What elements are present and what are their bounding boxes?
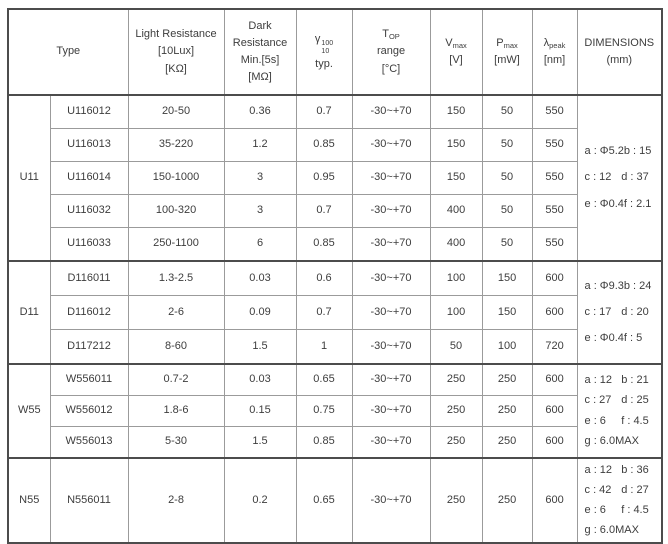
dark-resistance-cell: 0.09 [224, 296, 296, 330]
col-header-gamma: γ 100 10 typ. [296, 9, 352, 95]
lambda-peak-cell: 550 [532, 228, 577, 262]
pmax-cell: 250 [482, 427, 532, 459]
table-header-row [8, 9, 662, 95]
pmax-cell: 250 [482, 396, 532, 427]
dark-resistance-cell: 1.2 [224, 129, 296, 162]
gamma-cell: 0.95 [296, 162, 352, 195]
gamma-cell: 0.7 [296, 95, 352, 129]
light-resistance-cell: 0.7-2 [128, 364, 224, 396]
part-number-cell: U116033 [50, 228, 128, 262]
table-row [8, 261, 662, 296]
top-range-cell: -30~+70 [352, 261, 430, 296]
gamma-cell: 0.65 [296, 458, 352, 543]
light-resistance-cell: 20-50 [128, 95, 224, 129]
col-header-top-range: $T_{OP}$ range [°C] [352, 9, 430, 95]
part-number-cell: U116013 [50, 129, 128, 162]
type-group-cell: W55 [8, 364, 50, 458]
lambda-peak-cell: 600 [532, 296, 577, 330]
part-number-cell: U116014 [50, 162, 128, 195]
type-group-cell: N55 [8, 458, 50, 543]
gamma-cell: 0.85 [296, 129, 352, 162]
pmax-cell: 150 [482, 296, 532, 330]
vmax-cell: 150 [430, 162, 482, 195]
vmax-cell: 100 [430, 296, 482, 330]
table-row [8, 427, 662, 459]
dark-resistance-cell: 1.5 [224, 330, 296, 365]
col-header-dark-resistance: Dark Resistance Min.[5s] [MΩ] [224, 9, 296, 95]
vmax-cell: 400 [430, 228, 482, 262]
gamma-cell: 0.85 [296, 228, 352, 262]
part-number-cell: W556013 [50, 427, 128, 459]
dimensions-cell: a : 12 b : 36 c : 42 d : 27 e : 6 f : 4.5 g : 6.0MAX [577, 458, 662, 543]
part-number-cell: N556011 [50, 458, 128, 543]
table-row [8, 296, 662, 330]
gamma-cell: 1 [296, 330, 352, 365]
lambda-peak-cell: 600 [532, 427, 577, 459]
dark-resistance-cell: 3 [224, 162, 296, 195]
top-range-cell: -30~+70 [352, 296, 430, 330]
vmax-cell: 250 [430, 364, 482, 396]
table-row [8, 129, 662, 162]
light-resistance-cell: 1.3-2.5 [128, 261, 224, 296]
light-resistance-cell: 8-60 [128, 330, 224, 365]
lambda-peak-symbol: $\lambda_{peak}$ [543, 36, 566, 50]
lambda-peak-cell: 600 [532, 396, 577, 427]
table-row [8, 195, 662, 228]
part-number-cell: D117212 [50, 330, 128, 365]
part-number-cell: D116012 [50, 296, 128, 330]
light-resistance-cell: 1.8-6 [128, 396, 224, 427]
gamma-cell: 0.75 [296, 396, 352, 427]
dark-resistance-cell: 0.03 [224, 261, 296, 296]
table-row [8, 330, 662, 365]
lambda-peak-cell: 600 [532, 261, 577, 296]
lambda-peak-cell: 550 [532, 95, 577, 129]
part-number-cell: W556011 [50, 364, 128, 396]
dark-resistance-cell: 6 [224, 228, 296, 262]
top-range-cell: -30~+70 [352, 427, 430, 459]
pmax-cell: 100 [482, 330, 532, 365]
pmax-cell: 150 [482, 261, 532, 296]
col-header-dimensions: DIMENSIONS (mm) [577, 9, 662, 95]
dark-resistance-cell: 1.5 [224, 427, 296, 459]
pmax-cell: 50 [482, 228, 532, 262]
light-resistance-cell: 2-6 [128, 296, 224, 330]
type-header-label: Type [56, 45, 81, 58]
vmax-cell: 250 [430, 396, 482, 427]
top-range-cell: -30~+70 [352, 330, 430, 365]
vmax-cell: 150 [430, 95, 482, 129]
table-row [8, 364, 662, 396]
lambda-peak-cell: 550 [532, 162, 577, 195]
gamma-cell: 0.65 [296, 364, 352, 396]
dimensions-cell: a : 12 b : 21 c : 27 d : 25 e : 6 f : 4.5 g : 6.0MAX [577, 364, 662, 458]
gamma-cell: 0.7 [296, 195, 352, 228]
spec-table [7, 8, 663, 544]
top-range-cell: -30~+70 [352, 195, 430, 228]
type-group-cell: D11 [8, 261, 50, 364]
top-symbol: $T_{OP}$ [382, 28, 400, 42]
top-range-cell: -30~+70 [352, 228, 430, 262]
table-row [8, 95, 662, 129]
light-resistance-cell: 250-1100 [128, 228, 224, 262]
vmax-symbol: $V_{max}$ [445, 36, 467, 50]
vmax-cell: 250 [430, 458, 482, 543]
table-row [8, 228, 662, 262]
col-header-pmax: $P_{max}$ [mW] [482, 9, 532, 95]
light-resistance-cell: 150-1000 [128, 162, 224, 195]
gamma-cell: 0.85 [296, 427, 352, 459]
top-range-cell: -30~+70 [352, 396, 430, 427]
pmax-cell: 50 [482, 95, 532, 129]
top-range-cell: -30~+70 [352, 364, 430, 396]
dark-resistance-cell: 0.2 [224, 458, 296, 543]
dark-resistance-cell: 0.36 [224, 95, 296, 129]
table-row [8, 396, 662, 427]
gamma-cell: 0.7 [296, 296, 352, 330]
lambda-peak-cell: 720 [532, 330, 577, 365]
pmax-cell: 50 [482, 162, 532, 195]
pmax-cell: 250 [482, 364, 532, 396]
vmax-cell: 150 [430, 129, 482, 162]
top-range-cell: -30~+70 [352, 129, 430, 162]
part-number-cell: U116012 [50, 95, 128, 129]
vmax-cell: 250 [430, 427, 482, 459]
light-resistance-cell: 5-30 [128, 427, 224, 459]
gamma-symbol: γ 100 10 [314, 32, 334, 55]
col-header-type [8, 9, 128, 95]
table-row [8, 458, 662, 543]
dimensions-cell: a : Φ5.2 b : 15 c : 12 d : 37 e : Φ0.4 f : 2.1 [577, 95, 662, 261]
lambda-peak-cell: 600 [532, 364, 577, 396]
dimensions-cell: a : Φ9.3 b : 24 c : 17 d : 20 e : Φ0.4 f : 5 [577, 261, 662, 364]
top-range-cell: -30~+70 [352, 458, 430, 543]
gamma-cell: 0.6 [296, 261, 352, 296]
part-number-cell: U116032 [50, 195, 128, 228]
pmax-cell: 50 [482, 195, 532, 228]
part-number-cell: D116011 [50, 261, 128, 296]
lambda-peak-cell: 550 [532, 129, 577, 162]
lambda-peak-cell: 600 [532, 458, 577, 543]
dark-resistance-cell: 3 [224, 195, 296, 228]
vmax-cell: 100 [430, 261, 482, 296]
light-resistance-cell: 100-320 [128, 195, 224, 228]
vmax-cell: 400 [430, 195, 482, 228]
part-number-cell: W556012 [50, 396, 128, 427]
light-resistance-cell: 35-220 [128, 129, 224, 162]
light-resistance-cell: 2-8 [128, 458, 224, 543]
table-row [8, 162, 662, 195]
top-range-cell: -30~+70 [352, 95, 430, 129]
vmax-cell: 50 [430, 330, 482, 365]
col-header-light-resistance: Light Resistance [10Lux] [KΩ] [128, 9, 224, 95]
col-header-lambda-peak: $\lambda_{peak}$ [nm] [532, 9, 577, 95]
col-header-vmax: $V_{max}$ [V] [430, 9, 482, 95]
dark-resistance-cell: 0.15 [224, 396, 296, 427]
pmax-cell: 250 [482, 458, 532, 543]
pmax-symbol: $P_{max}$ [496, 36, 518, 50]
dark-resistance-cell: 0.03 [224, 364, 296, 396]
type-group-cell: U11 [8, 95, 50, 261]
top-range-cell: -30~+70 [352, 162, 430, 195]
lambda-peak-cell: 550 [532, 195, 577, 228]
pmax-cell: 50 [482, 129, 532, 162]
